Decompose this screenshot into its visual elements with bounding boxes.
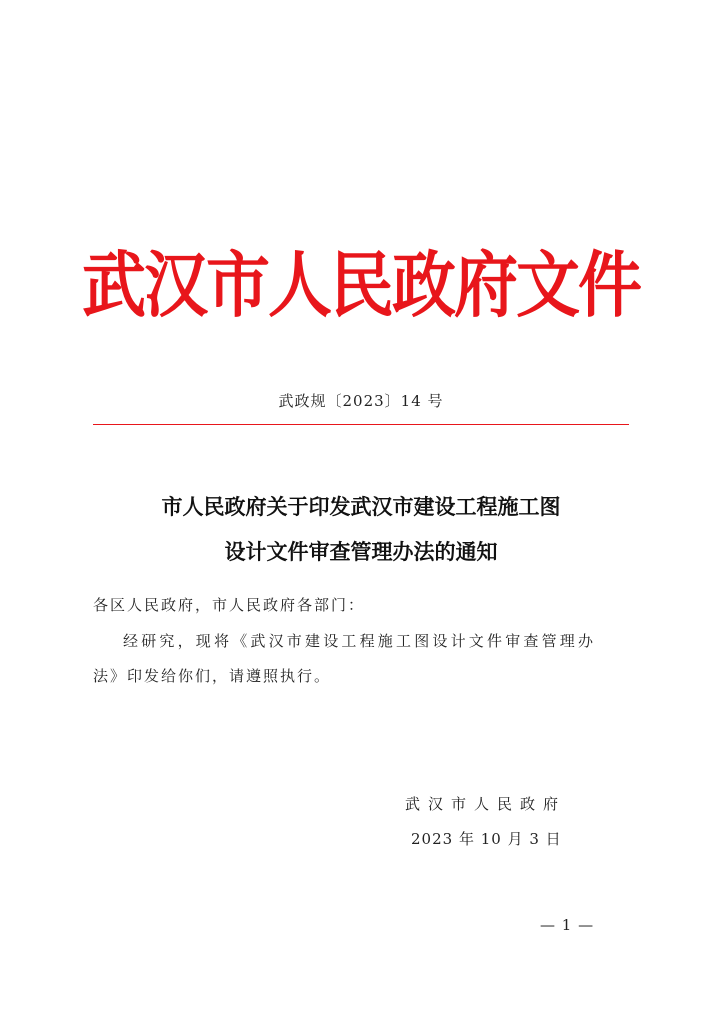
document-title-line-1: 市人民政府关于印发武汉市建设工程施工图: [161, 494, 561, 519]
document-number: 武政规〔2023〕14 号: [278, 392, 444, 410]
salutation: 各区人民政府，市人民政府各部门：: [93, 596, 366, 614]
issue-date: 2023 年 10 月 3 日: [411, 830, 562, 848]
issuing-authority: 武汉市人民政府: [405, 795, 567, 813]
body-paragraph-line-2: 法》印发给你们，请遵照执行。: [93, 667, 332, 685]
document-title-line-2: 设计文件审查管理办法的通知: [224, 539, 498, 564]
page-number: — 1 —: [540, 916, 595, 934]
red-separator-line: [93, 424, 629, 425]
body-paragraph-line-1: 经研究，现将《武汉市建设工程施工图设计文件审查管理办: [123, 632, 597, 650]
document-masthead: 武汉市人民政府文件: [82, 243, 640, 328]
